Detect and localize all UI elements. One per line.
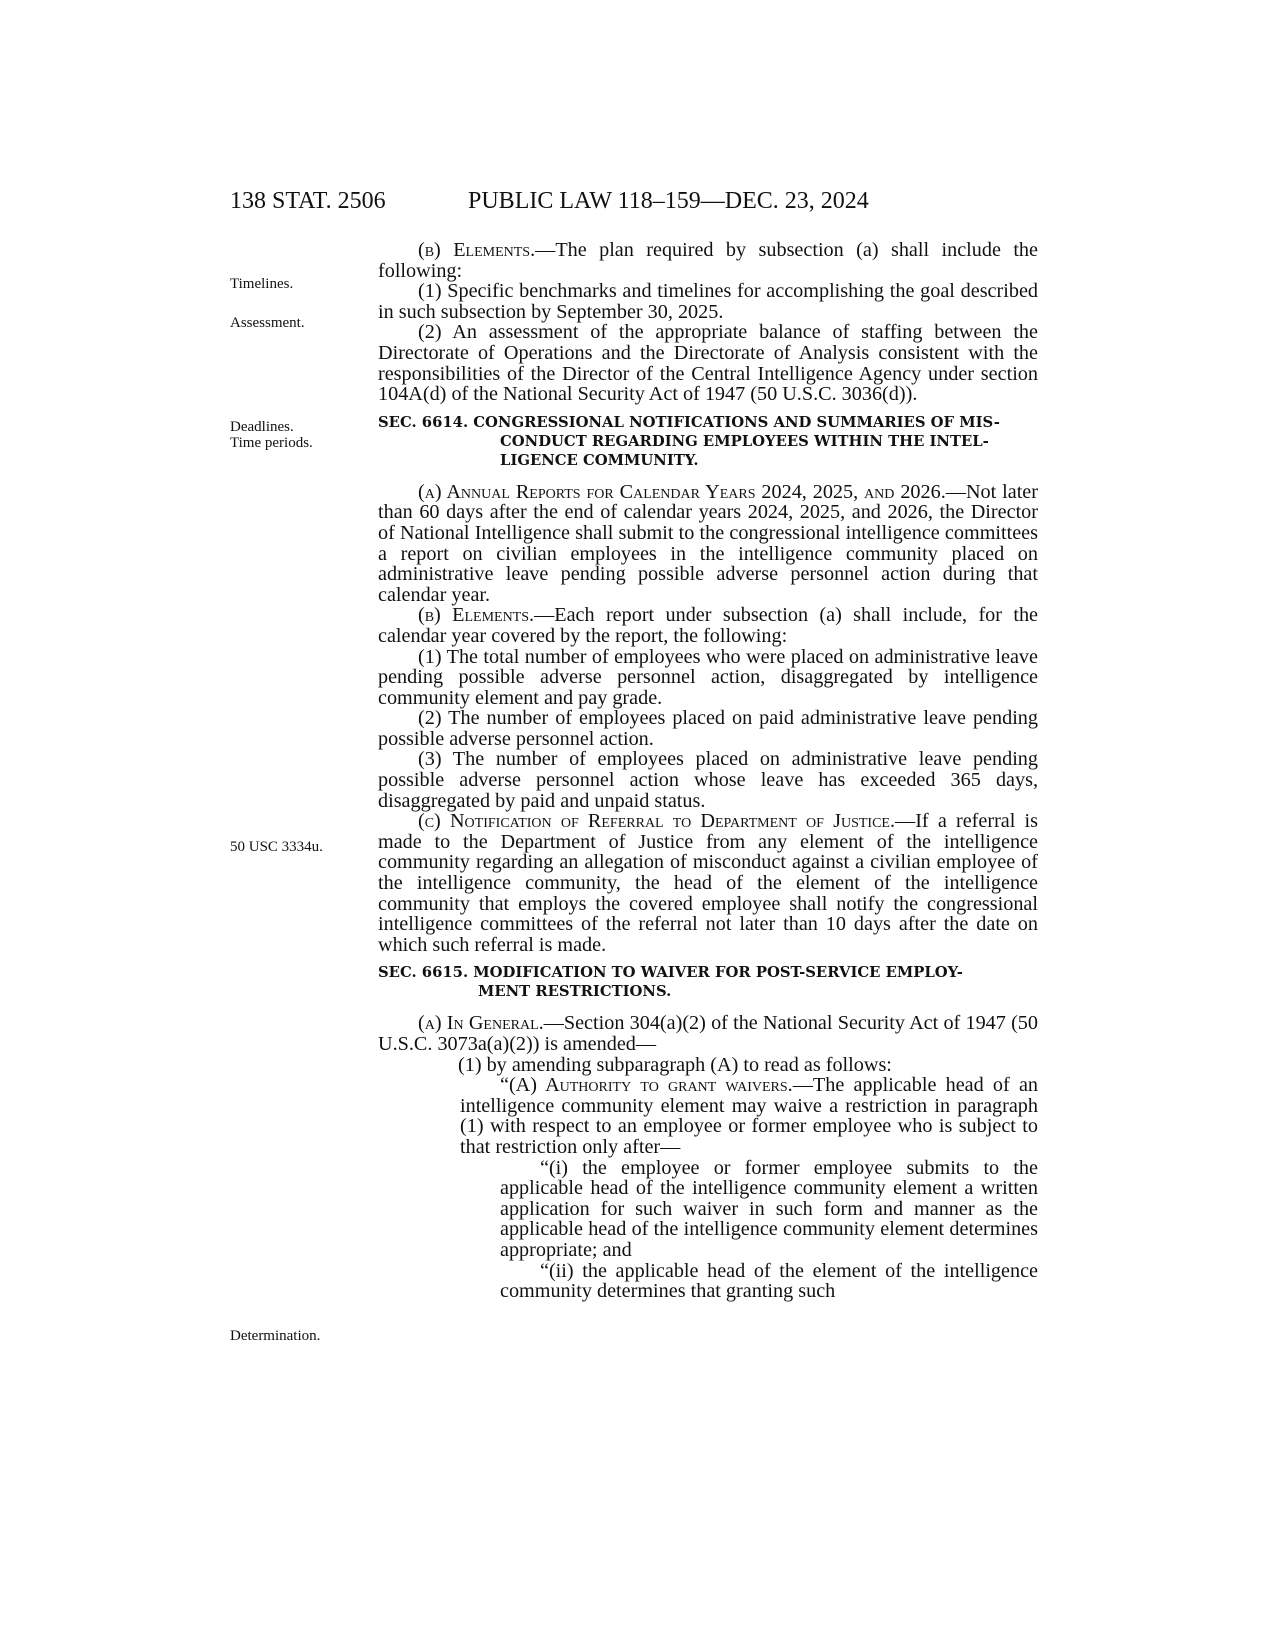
margin-note-usc: 50 USC 3334u. (230, 839, 323, 855)
sec6615-line2: MENT RESTRICTIONS. (478, 983, 672, 1001)
quoted-subparagraph-a (378, 1075, 1038, 1157)
b-heading: (b) Elements. (418, 239, 536, 261)
sec6614-line1: SEC. 6614. CONGRESSIONAL NOTIFICATIONS AND SUMMARIES OF MIS- (378, 413, 1000, 431)
gen-text: —Section 304(a)(2) of the National Security Act of 1947 (50 U.S.C. 3073a(a)(2)) is amended— (378, 1012, 1038, 1055)
sec6614-line3: LIGENCE COMMUNITY. (500, 451, 699, 469)
page-header (0, 178, 1275, 218)
b2-item-2: (2) The number of employees placed on paid administrative leave pending possible adverse personnel action. (378, 707, 1038, 750)
margin-note-time-periods: Time periods. (230, 435, 313, 451)
paragraph-b2-elements (378, 605, 1038, 646)
item-1: (1) Specific benchmarks and timelines for accomplishing the goal described in such subsection by September 30, 2025. (378, 280, 1038, 323)
paragraph-a-in-general (378, 1013, 1038, 1054)
quoted-clause-i: “(i) the employee or former employee submits to the applicable head of the intelligence community element a written application for such waiver in such form and manner as the applicable head of the intelligence community element determines appropriate; and (500, 1156, 1038, 1261)
quote-a-text: —The applicable head of an intelligence community element may waive a restriction in paragraph (1) with respect to an employee or former employee who is subject to that restriction only after— (460, 1074, 1038, 1158)
margin-note-assessment: Assessment. (230, 315, 305, 331)
quoted-clause-ii: “(ii) the applicable head of the element of the intelligence community determines that granting such (500, 1259, 1038, 1303)
section-6615-heading (378, 963, 1038, 1001)
running-title: PUBLIC LAW 118–159—DEC. 23, 2024 (468, 188, 869, 214)
paragraph-b-elements (378, 240, 1038, 281)
sec6614-line2: CONDUCT REGARDING EMPLOYEES WITHIN THE INTEL- (500, 432, 989, 450)
margin-note-deadlines: Deadlines. (230, 419, 294, 435)
section-6614-heading (378, 413, 1038, 470)
b2-heading: (b) Elements. (418, 604, 535, 627)
b-text: —The plan required by subsection (a) shall include the following: (378, 239, 1038, 282)
statute-body (378, 240, 1038, 1302)
a-text: —Not later than 60 days after the end of calendar years 2024, 2025, and 2026, the Director of National Intelligence shall submit to the congressional intelligence committees a report on civilian employees in the intelligence community placed on administrative leave pending possible adverse personnel action during that calendar year. (378, 480, 1038, 606)
paragraph-c-notification (378, 811, 1038, 955)
paragraph-a-annual-reports (378, 482, 1038, 606)
margin-note-determination: Determination. (230, 1328, 321, 1344)
c-text: —If a referral is made to the Department of Justice from any element of the intelligence community regarding an allegation of misconduct against a civilian employee of the intelligence community, the head of the element of the intelligence community that employs the covered employee shall notify the congressional intelligence committees of the referral not later than 10 days after the date on which such referral is made. (378, 810, 1039, 956)
statute-page-number: 138 STAT. 2506 (230, 188, 386, 214)
b2-item-3: (3) The number of employees placed on administrative leave pending possible adverse personnel action whose leave has exceeded 365 days, disaggregated by paid and unpaid status. (378, 748, 1038, 812)
b2-item-1: (1) The total number of employees who were placed on administrative leave pending possible adverse personnel action, disaggregated by intelligence community element and pay grade. (378, 645, 1038, 709)
c-heading: (c) Notification of Referral to Department of Justice. (418, 810, 896, 833)
b2-text: —Each report under subsection (a) shall include, for the calendar year covered by the report, the following: (378, 604, 1039, 647)
item-2: (2) An assessment of the appropriate balance of staffing between the Directorate of Operations and the Directorate of Analysis consistent with the responsibilities of the Director of the Central Intelligence Agency under section 104A(d) of the National Security Act of 1947 (50 U.S.C. 3036(d)). (378, 321, 1038, 406)
gen-heading: (a) In General. (418, 1012, 544, 1035)
a-heading: (a) Annual Reports for Calendar Years 2024, 2025, and 2026. (418, 480, 946, 503)
margin-note-timelines: Timelines. (230, 276, 294, 292)
quote-a-heading: “(A) Authority to grant waivers. (500, 1074, 793, 1097)
amendment-1: (1) by amending subparagraph (A) to read as follows: (458, 1053, 892, 1076)
sec6615-line1: SEC. 6615. MODIFICATION TO WAIVER FOR POST-SERVICE EMPLOY- (378, 964, 963, 982)
